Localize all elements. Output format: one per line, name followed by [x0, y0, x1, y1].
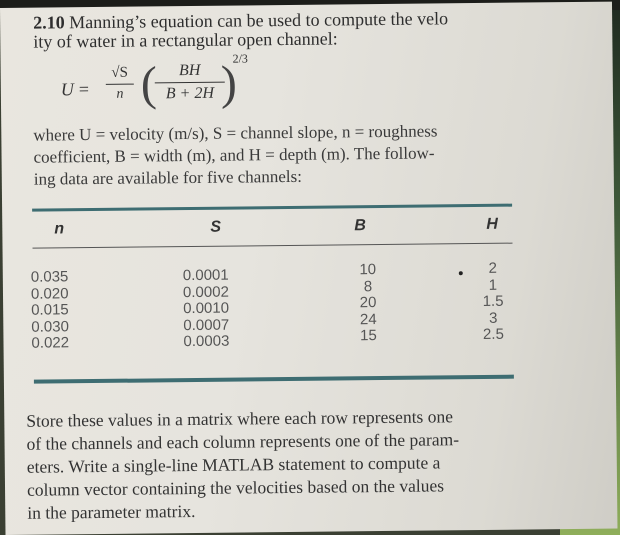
cell-b: 15 [360, 327, 377, 345]
column-h [473, 261, 514, 344]
cell-h: 1 [488, 276, 498, 294]
fraction1-denominator: n [116, 86, 124, 102]
cell-n: 0.015 [31, 301, 69, 319]
problem-line-1: Manning’s equation can be used to compute the velo [69, 8, 449, 33]
description-line-3: ing data are available for five channels: [33, 166, 302, 189]
header-h: H [486, 215, 498, 233]
instruction-line-2: of the channels and each column represents one of the param- [26, 429, 460, 454]
cell-h: 1.5 [482, 292, 504, 310]
manning-equation [60, 51, 282, 119]
cell-h: 3 [489, 309, 498, 327]
cell-n: 0.020 [30, 284, 69, 303]
instruction-line-3: eters. Write a single-line MATLAB statement to compute a [26, 452, 441, 477]
header-b: B [354, 217, 366, 235]
right-paren: ) [220, 56, 238, 110]
header-n: n [54, 220, 65, 238]
cell-s: 0.0003 [183, 332, 230, 351]
column-n [31, 269, 92, 352]
cell-s: 0.0002 [182, 283, 229, 301]
cell-h: 2.5 [482, 325, 504, 343]
description-line-1: where U = velocity (m/s), S = channel slope, n = roughness [33, 121, 438, 145]
cell-b: 20 [359, 294, 377, 312]
cell-s: 0.0001 [182, 266, 229, 285]
cell-s: 0.0007 [183, 316, 230, 334]
table-top-rule [32, 204, 512, 212]
cell-b: 24 [359, 310, 377, 328]
cell-n: 0.030 [31, 317, 69, 336]
fraction2-denominator: B + 2H [165, 84, 215, 103]
cell-s: 0.0010 [183, 299, 230, 318]
instruction-line-4: column vector containing the velocities based on the values [26, 475, 445, 500]
table-bottom-rule [34, 375, 514, 384]
cell-b: 10 [359, 261, 377, 279]
problem-number: 2.10 [33, 12, 65, 33]
header-s: S [210, 218, 222, 236]
fraction1-numerator: √S [106, 65, 134, 85]
slope-over-roughness-fraction [106, 65, 134, 103]
left-paren: ( [140, 57, 158, 111]
hydraulic-radius-fraction [155, 62, 225, 104]
textbook-page [0, 2, 617, 535]
stray-dot [459, 271, 463, 275]
equation-equals: = [78, 79, 90, 100]
header-rule [33, 243, 513, 249]
cell-n: 0.022 [31, 334, 70, 352]
cell-n: 0.035 [30, 268, 69, 286]
problem-line-2: ity of water in a rectangular open channel: [33, 28, 338, 52]
fraction2-numerator: BH [155, 62, 225, 84]
description-line-2: coefficient, B = width (m), and H = depth (m). The follow- [33, 143, 435, 167]
cell-h: 2 [488, 259, 498, 277]
equation-lhs: U [60, 79, 74, 100]
column-s [183, 267, 254, 350]
equation-exponent: 2/3 [232, 51, 248, 66]
cell-b: 8 [363, 277, 373, 295]
column-b [348, 262, 389, 345]
instruction-line-1: Store these values in a matrix where each row represents one [26, 406, 454, 431]
instruction-line-5: in the parameter matrix. [27, 500, 196, 523]
